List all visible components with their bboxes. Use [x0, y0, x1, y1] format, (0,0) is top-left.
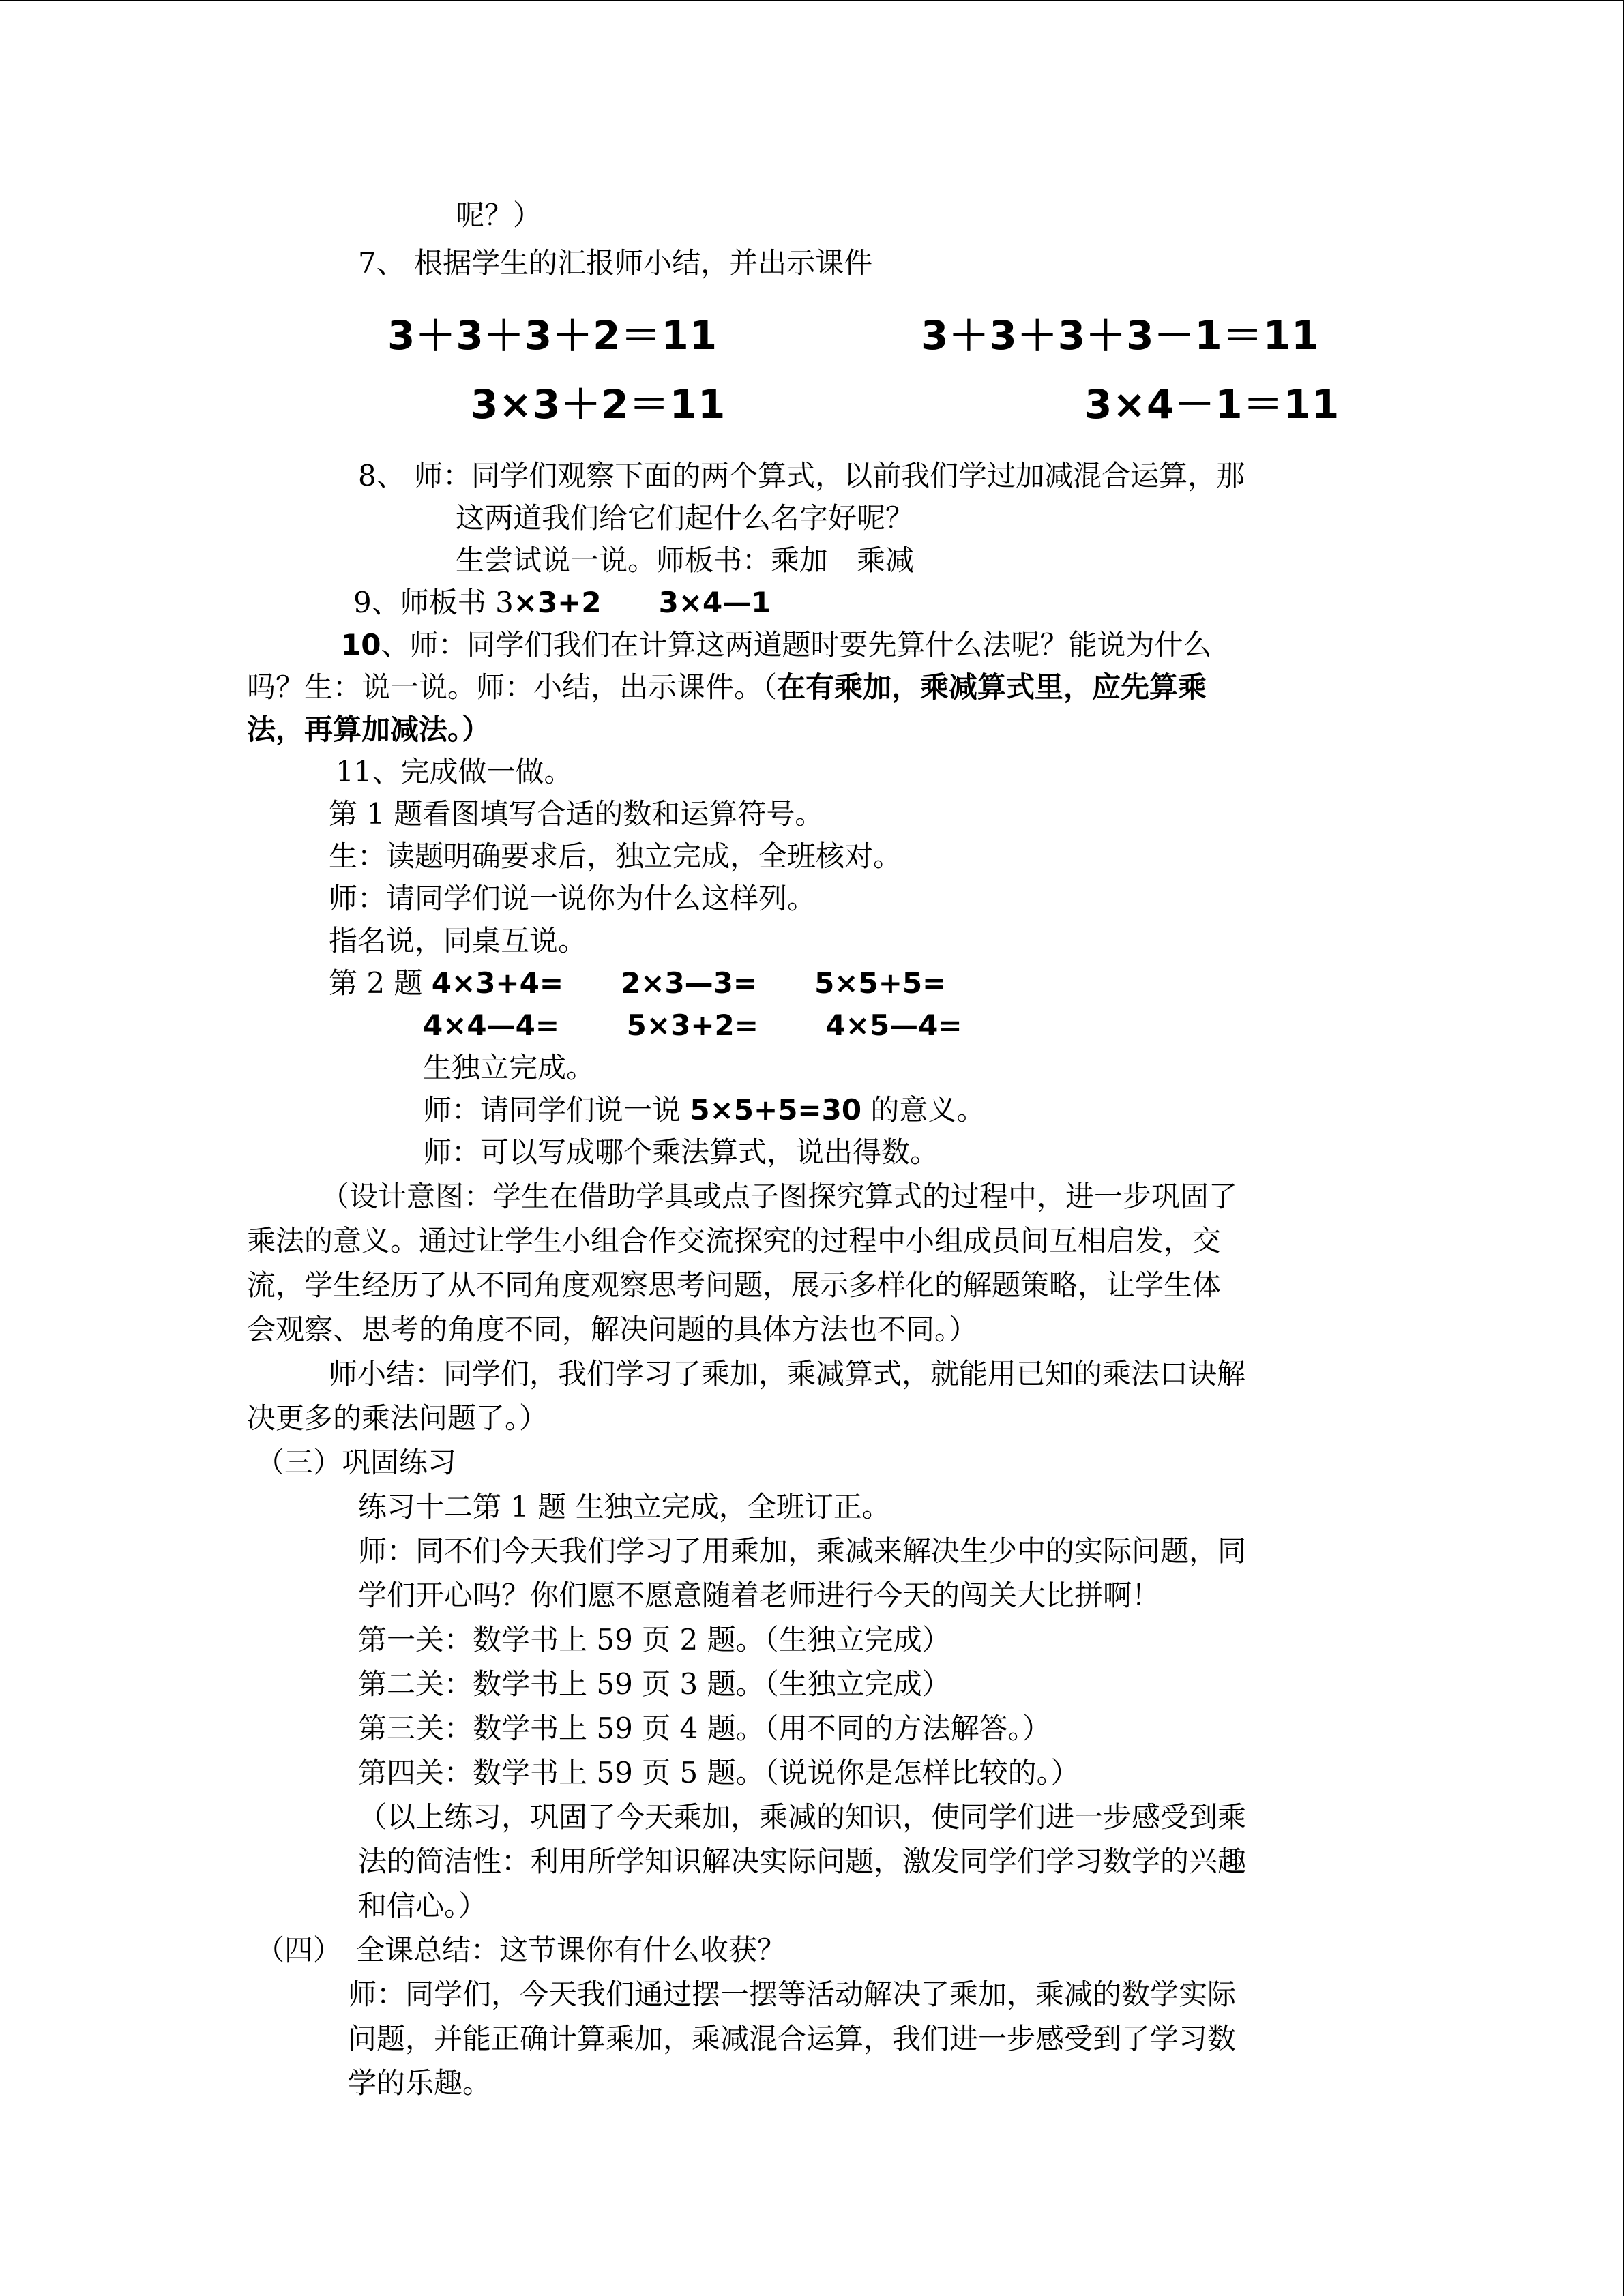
text-span: 9、师板书 3: [353, 586, 514, 619]
text-line: [423, 1091, 985, 1129]
text-line: 学们开心吗？你们愿不愿意随着老师进行今天的闯关大比拼啊！: [358, 1579, 1161, 1612]
equation: 3×4－1＝11: [1084, 381, 1340, 428]
section-heading: （三）巩固练习: [256, 1446, 457, 1479]
bold-span: 5×5+5=30: [690, 1093, 862, 1127]
text-line: 决更多的乘法问题了。）: [247, 1401, 548, 1435]
bold-span: 10: [341, 628, 381, 661]
text-span: 第 2 题: [329, 966, 432, 1000]
section-heading: （四） 全课总结：这节课你有什么收获？: [256, 1933, 786, 1967]
text-line: 会观察、思考的角度不同，解决问题的具体方法也不同。）: [247, 1313, 978, 1346]
text-line: 呢？）: [456, 198, 542, 232]
text-line: 第一关：数学书上 59 页 2 题。（生独立完成）: [358, 1623, 951, 1656]
text-line: 师：请同学们说一说你为什么这样列。: [329, 882, 816, 915]
text-line: [247, 668, 1207, 706]
text-line: 师：同学们，今天我们通过摆一摆等活动解决了乘加，乘减的数学实际: [348, 1978, 1237, 2011]
text-line: 7、 根据学生的汇报师小结，并出示课件: [358, 246, 873, 280]
text-line: 8、 师：同学们观察下面的两个算式，以前我们学过加减混合运算，那: [358, 459, 1245, 492]
equation: 3×3＋2＝11: [471, 381, 726, 428]
text-span: 的意义。: [861, 1093, 986, 1127]
bold-span: ×3+2 3×4—1: [513, 586, 771, 619]
text-line: 流，学生经历了从不同角度观察思考问题，展示多样化的解题策略，让学生体: [247, 1268, 1222, 1302]
text-span: 吗？生：说一说。师：小结，出示课件。（: [247, 670, 778, 704]
text-line: （以上练习，巩固了今天乘加，乘减的知识，使同学们进一步感受到乘: [358, 1800, 1247, 1834]
text-line: 和信心。）: [358, 1889, 488, 1922]
text-line: 4×4—4= 5×3+2= 4×5—4=: [423, 1009, 962, 1042]
text-line: 指名说，同桌互说。: [329, 924, 587, 957]
text-line: 师：可以写成哪个乘法算式，说出得数。: [423, 1135, 939, 1169]
text-line: （设计意图：学生在借助学具或点子图探究算式的过程中，进一步巩固了: [321, 1180, 1238, 1213]
text-line: 第 1 题看图填写合适的数和运算符号。: [329, 797, 824, 831]
text-line: [353, 584, 771, 622]
text-line: 生尝试说一说。师板书：乘加 乘减: [456, 543, 915, 577]
text-line: 生：读题明确要求后，独立完成，全班核对。: [329, 839, 902, 873]
text-line: 第四关：数学书上 59 页 5 题。（说说你是怎样比较的。）: [358, 1756, 1080, 1789]
text-span: 师：请同学们说一说: [423, 1093, 690, 1127]
bold-span: 4×3+4= 2×3—3= 5×5+5=: [431, 966, 947, 1000]
text-line: 法的简洁性：利用所学知识解决实际问题，激发同学们学习数学的兴趣: [358, 1845, 1247, 1878]
text-line: 乘法的意义。通过让学生小组合作交流探究的过程中小组成员间互相启发，交: [247, 1224, 1222, 1257]
text-line: 学的乐趣。: [348, 2066, 492, 2100]
text-line: 第三关：数学书上 59 页 4 题。（用不同的方法解答。）: [358, 1712, 1051, 1745]
text-line: 11、完成做一做。: [336, 755, 573, 788]
text-line: 师小结：同学们，我们学习了乘加，乘减算式，就能用已知的乘法口诀解: [329, 1357, 1246, 1390]
equation: 3＋3＋3＋2＝11: [387, 312, 718, 359]
text-line: 练习十二第 1 题 生独立完成，全班订正。: [358, 1490, 891, 1523]
text-line: 这两道我们给它们起什么名字好呢？: [456, 501, 915, 535]
equation: 3＋3＋3＋3－1＝11: [921, 312, 1320, 359]
text-line: 第二关：数学书上 59 页 3 题。（生独立完成）: [358, 1667, 951, 1701]
bold-span: 在有乘加，乘减算式里，应先算乘: [777, 670, 1207, 704]
text-line: 师：同不们今天我们学习了用乘加，乘减来解决生少中的实际问题，同: [358, 1534, 1247, 1568]
text-line: 法，再算加减法。）: [247, 713, 491, 746]
text-line: [329, 964, 946, 1002]
text-line: 问题，并能正确计算乘加，乘减混合运算，我们进一步感受到了学习数: [348, 2022, 1237, 2055]
text-line: 生独立完成。: [423, 1051, 595, 1084]
text-span: 、师：同学们我们在计算这两道题时要先算什么法呢？能说为什么: [381, 628, 1212, 661]
text-line: [341, 626, 1211, 664]
